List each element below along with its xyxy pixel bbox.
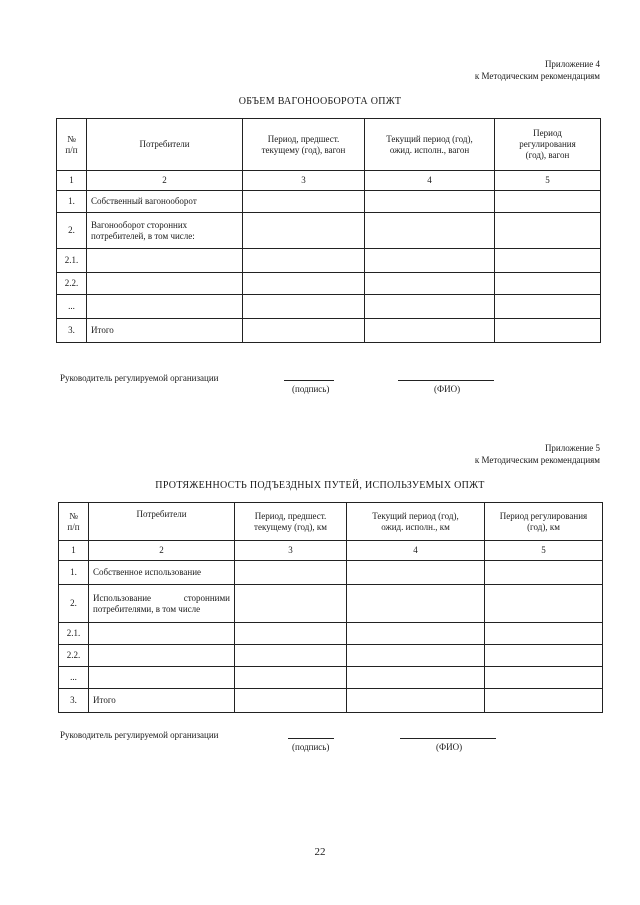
col-number-1: 1 bbox=[57, 171, 87, 191]
row-name bbox=[89, 645, 235, 667]
row-name: Итого bbox=[87, 319, 243, 343]
header-num bbox=[59, 503, 89, 541]
signature-line-2 bbox=[288, 738, 334, 739]
table-row bbox=[59, 689, 603, 713]
col-number-5: 5 bbox=[495, 171, 601, 191]
sign-caption-2: (подпись) bbox=[292, 742, 330, 752]
row-num: 2.1. bbox=[59, 623, 89, 645]
header-prev-line2: текущему (год), вагон bbox=[261, 144, 346, 155]
row-name: Собственный вагонооборот bbox=[87, 191, 243, 213]
cell-curr bbox=[347, 623, 485, 645]
table-row bbox=[59, 623, 603, 645]
header-reg-line1: Период bbox=[533, 128, 562, 138]
header-curr-line2: ожид. исполн., вагон bbox=[389, 144, 470, 155]
header-reg-line1: Период регулирования bbox=[499, 510, 588, 521]
cell-curr bbox=[365, 213, 495, 249]
header-consumers: Потребители bbox=[89, 503, 235, 541]
cell-reg bbox=[485, 561, 603, 585]
row-name bbox=[89, 667, 235, 689]
cell-curr bbox=[365, 249, 495, 273]
row-num: 2. bbox=[59, 585, 89, 623]
header-curr-line1: Текущий период (год), bbox=[372, 510, 459, 521]
table2-title: ПРОТЯЖЕННОСТЬ ПОДЪЕЗДНЫХ ПУТЕЙ, ИСПОЛЬЗУЕМЫХ ОПЖТ bbox=[155, 480, 485, 491]
cell-reg bbox=[485, 645, 603, 667]
cell-reg bbox=[495, 295, 601, 319]
cell-reg bbox=[485, 585, 603, 623]
row-num: 3. bbox=[57, 319, 87, 343]
header-reg-line2: регулирования bbox=[519, 139, 576, 149]
header-row bbox=[59, 503, 603, 541]
header-prev-line1: Период, предшест. bbox=[254, 510, 327, 521]
header-reg-line3: (год), вагон bbox=[525, 150, 570, 160]
cell-curr bbox=[347, 561, 485, 585]
header-prev-period bbox=[235, 503, 347, 541]
fio-caption-2: (ФИО) bbox=[436, 742, 463, 752]
row-name: Вагонооборот сторонних потребителей, в том числе: bbox=[87, 213, 243, 249]
cell-prev bbox=[235, 561, 347, 585]
header-current-period bbox=[365, 119, 495, 171]
cell-prev bbox=[235, 585, 347, 623]
cell-prev bbox=[235, 689, 347, 713]
cell-curr bbox=[365, 319, 495, 343]
header-num bbox=[57, 119, 87, 171]
table-row bbox=[57, 249, 601, 273]
cell-prev bbox=[235, 623, 347, 645]
col-number-3: 3 bbox=[243, 171, 365, 191]
col-number-1: 1 bbox=[59, 541, 89, 561]
cell-reg bbox=[485, 623, 603, 645]
cell-curr bbox=[365, 191, 495, 213]
table-track-length bbox=[58, 502, 603, 713]
table-row bbox=[57, 191, 601, 213]
signature-label-1: Руководитель регулируемой организации bbox=[60, 373, 219, 383]
cell-curr bbox=[347, 667, 485, 689]
cell-prev bbox=[235, 645, 347, 667]
col-number-5: 5 bbox=[485, 541, 603, 561]
col-number-2: 2 bbox=[89, 541, 235, 561]
appendix-4-line1: Приложение 4 bbox=[544, 59, 600, 69]
cell-prev bbox=[243, 295, 365, 319]
column-number-row bbox=[59, 541, 603, 561]
cell-prev bbox=[243, 249, 365, 273]
header-regulation-period bbox=[495, 119, 601, 171]
header-row bbox=[57, 119, 601, 171]
appendix-4-line2: к Методическим рекомендациям bbox=[474, 71, 600, 81]
header-num-line1: № bbox=[69, 510, 78, 521]
table-wagon-turnover bbox=[56, 118, 601, 343]
signature-line-1 bbox=[284, 380, 334, 381]
cell-reg bbox=[485, 667, 603, 689]
table-row bbox=[59, 667, 603, 689]
cell-reg bbox=[495, 273, 601, 295]
appendix-4-label bbox=[475, 58, 600, 82]
cell-reg bbox=[495, 213, 601, 249]
fio-caption-1: (ФИО) bbox=[434, 384, 461, 394]
cell-reg bbox=[495, 319, 601, 343]
header-current-period bbox=[347, 503, 485, 541]
header-regulation-period bbox=[485, 503, 603, 541]
header-prev-line2: текущему (год), км bbox=[254, 521, 327, 532]
cell-curr bbox=[347, 585, 485, 623]
page-number: 22 bbox=[314, 846, 326, 858]
cell-prev bbox=[243, 273, 365, 295]
row-num: 2. bbox=[57, 213, 87, 249]
cell-curr bbox=[347, 689, 485, 713]
header-num-line2: п/п bbox=[65, 144, 78, 155]
header-consumers: Потребители bbox=[87, 119, 243, 171]
table-row bbox=[59, 561, 603, 585]
sign-caption-1: (подпись) bbox=[292, 384, 330, 394]
header-prev-period bbox=[243, 119, 365, 171]
row-num: 1. bbox=[57, 191, 87, 213]
cell-prev bbox=[243, 191, 365, 213]
row-name: Использование сторонними потребителями, в том числе bbox=[89, 585, 235, 623]
cell-curr bbox=[365, 273, 495, 295]
column-number-row bbox=[57, 171, 601, 191]
col-number-4: 4 bbox=[347, 541, 485, 561]
row-name bbox=[87, 295, 243, 319]
cell-prev bbox=[243, 319, 365, 343]
row-name: Собственное использование bbox=[89, 561, 235, 585]
cell-prev bbox=[243, 213, 365, 249]
table1-title: ОБЪЕМ ВАГОНООБОРОТА ОПЖТ bbox=[238, 96, 402, 107]
row-num: 2.1. bbox=[57, 249, 87, 273]
table-row bbox=[59, 645, 603, 667]
row-num: 2.2. bbox=[59, 645, 89, 667]
cell-reg bbox=[495, 191, 601, 213]
header-prev-line1: Период, предшест. bbox=[267, 133, 340, 144]
col-number-4: 4 bbox=[365, 171, 495, 191]
col-number-3: 3 bbox=[235, 541, 347, 561]
row-num: 3. bbox=[59, 689, 89, 713]
cell-reg bbox=[495, 249, 601, 273]
header-reg-line2: (год), км bbox=[527, 521, 560, 532]
row-name bbox=[89, 623, 235, 645]
fio-line-1 bbox=[398, 380, 494, 381]
row-name: Итого bbox=[89, 689, 235, 713]
appendix-5-line1: Приложение 5 bbox=[544, 443, 600, 453]
appendix-5-line2: к Методическим рекомендациям bbox=[474, 455, 600, 465]
table-row bbox=[57, 319, 601, 343]
table-row bbox=[59, 585, 603, 623]
row-num: ... bbox=[59, 667, 89, 689]
cell-prev bbox=[235, 667, 347, 689]
cell-reg bbox=[485, 689, 603, 713]
signature-label-2: Руководитель регулируемой организации bbox=[60, 730, 219, 740]
header-num-line1: № bbox=[67, 133, 76, 144]
table-row bbox=[57, 213, 601, 249]
col-number-2: 2 bbox=[87, 171, 243, 191]
cell-curr bbox=[347, 645, 485, 667]
header-curr-line1: Текущий период (год), bbox=[386, 133, 473, 144]
cell-curr bbox=[365, 295, 495, 319]
table-row bbox=[57, 295, 601, 319]
row-num: 2.2. bbox=[57, 273, 87, 295]
row-name bbox=[87, 249, 243, 273]
header-num-line2: п/п bbox=[67, 521, 80, 532]
table-row bbox=[57, 273, 601, 295]
row-name bbox=[87, 273, 243, 295]
row-num: 1. bbox=[59, 561, 89, 585]
appendix-5-label bbox=[475, 442, 600, 466]
fio-line-2 bbox=[400, 738, 496, 739]
header-curr-line2: ожид. исполн., км bbox=[381, 521, 450, 532]
row-num: ... bbox=[57, 295, 87, 319]
